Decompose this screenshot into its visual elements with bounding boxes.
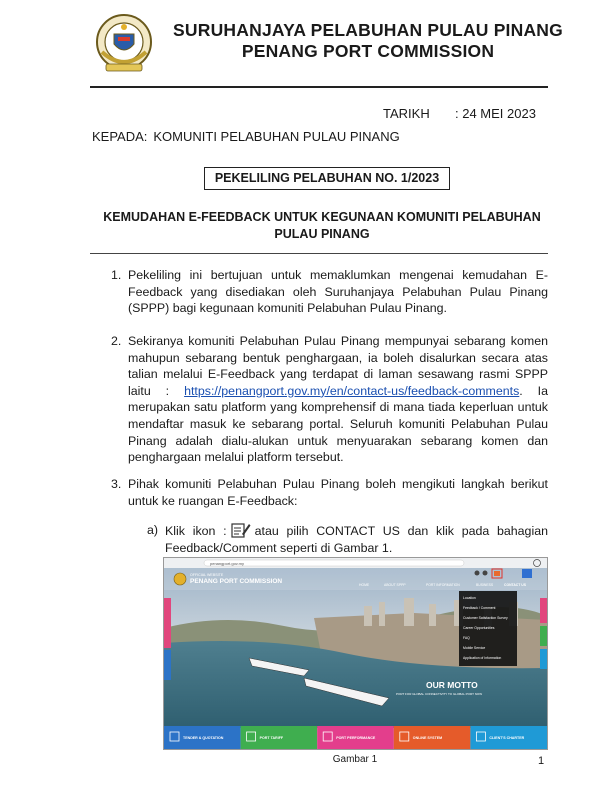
nav-about[interactable]: ABOUT SPPP [384, 583, 406, 587]
paragraph-1-number: 1. [111, 268, 122, 282]
dropdown-item-faq[interactable]: FAQ [463, 636, 470, 640]
paragraph-2-text-b: . Ia merupakan satu platform yang komprehensif di mana tiada keperluan untuk mendaftar masuk ke sebarang portal. Seluruh komuniti Pelabuhan Pulau Pinang adalah dialu-alukan untuk menyuarakan sebarang komen dan penghargaan melalui platform tersebut. [128, 383, 549, 465]
motto-title: OUR MOTTO [426, 680, 478, 690]
dropdown-item-location[interactable]: Location [463, 596, 476, 600]
nav-business[interactable]: BUSINESS [476, 583, 494, 587]
side-tab-left-blue[interactable] [164, 650, 171, 680]
accessibility-icon[interactable] [475, 571, 480, 576]
org-name-english: PENANG PORT COMMISSION [241, 41, 495, 61]
subject-line-2: PULAU PINANG [274, 227, 370, 241]
dropdown-item-feedback[interactable]: Feedback / Comment [463, 606, 496, 610]
tile-label: TENDER & QUOTATION [183, 736, 224, 740]
nav-contact-us[interactable]: CONTACT US [504, 583, 526, 587]
step-a-label: a) [147, 523, 159, 537]
date-label: TARIKH [383, 106, 430, 121]
side-tab-right-blue[interactable] [540, 649, 547, 669]
side-tab-left-pink[interactable] [164, 598, 171, 648]
org-name-malay: SURUHANJAYA PELABUHAN PULAU PINANG [173, 20, 563, 40]
step-a-text-1: Klik ikon : [165, 524, 227, 538]
nav-home[interactable]: HOME [359, 583, 370, 587]
subject-line-1: KEMUDAHAN E-FEEDBACK UNTUK KEGUNAAN KOMUNITI PELABUHAN [103, 210, 541, 224]
feedback-icon[interactable] [494, 571, 500, 576]
recipient-label: KEPADA: [92, 129, 148, 144]
date-value: : 24 MEI 2023 [455, 106, 536, 121]
recipient-line [92, 129, 400, 144]
site-brand-small: OFFICIAL WEBSITE [190, 573, 224, 577]
subject-divider [90, 253, 548, 254]
tile-label: PORT TARIFF [259, 736, 284, 740]
nav-port-information[interactable]: PORT INFORMATION [426, 583, 460, 587]
dropdown-item-career[interactable]: Career Opportunities [463, 626, 495, 630]
step-a-text [165, 522, 548, 556]
figure-caption: Gambar 1 [332, 754, 378, 765]
dropdown-item-mobile[interactable]: Mobile Service [463, 646, 486, 650]
address-bar-url: penangport.gov.my [210, 561, 244, 566]
tile-label: ONLINE SYSTEM [412, 736, 443, 740]
quick-link-tiles [164, 726, 547, 749]
paragraph-3: Pihak komuniti Pelabuhan Pulau Pinang boleh mengikuti langkah berikut untuk ke ruangan E-Feedback: [128, 477, 548, 508]
feedback-link[interactable]: https://penangport.gov.my/en/contact-us/feedback-comments [184, 383, 520, 398]
site-brand: PENANG PORT COMMISSION [190, 578, 283, 585]
language-icon[interactable] [522, 569, 532, 578]
subject-heading [100, 209, 544, 243]
motto-subtitle: PORT FOR GLOBAL CONNECTIVITY TO GLOBAL PORT NOW [396, 692, 483, 696]
page-number: 1 [538, 755, 545, 767]
paragraph-2-text-a: Sekiranya komuniti Pelabuhan Pulau Pinang mempunyai sebarang komen mahupun sebarang bentuk penghargaan, ia boleh disalurkan secara atas talian melalui E-Feedback yang terdapat di laman sesawang rasmi SPPP laitu : [128, 334, 548, 398]
paragraph-2-number: 2. [111, 334, 122, 348]
tile-label: PORT PERFORMANCE [336, 736, 376, 740]
side-tab-right-pink[interactable] [540, 598, 547, 623]
paragraph-1: Pekeliling ini bertujuan untuk memaklumkan mengenai kemudahan E-Feedback yang disediakan oleh Suruhanjaya Pelabuhan Pulau Pinang (SPPP) bagi kegunaan komuniti Pelabuhan Pulau Pinang. [128, 268, 548, 316]
recipient-value: KOMUNITI PELABUHAN PULAU PINANG [153, 129, 400, 144]
step-a-text-2: atau pilih CONTACT US dan klik pada bahagian Feedback/Comment seperti di Gambar 1. [165, 524, 548, 555]
tile-label: CLIENT'S CHARTER [489, 736, 525, 740]
dropdown-item-application[interactable]: Application of Information [463, 656, 502, 660]
feedback-pencil-icon [231, 522, 251, 538]
site-logo-icon [174, 573, 186, 585]
website-screenshot-drawing [164, 558, 547, 749]
website-screenshot [163, 557, 548, 750]
dropdown-item-survey[interactable]: Customer Satisfaction Survey [463, 616, 508, 620]
header-divider [90, 86, 548, 88]
phone-icon[interactable] [483, 571, 488, 576]
crest-logo-icon [92, 12, 156, 76]
paragraph-3-number: 3. [111, 477, 122, 491]
circular-title: PEKELILING PELABUHAN NO. 1/2023 [204, 167, 450, 190]
paragraph-2 [128, 333, 548, 466]
side-tab-right-green[interactable] [540, 626, 547, 646]
